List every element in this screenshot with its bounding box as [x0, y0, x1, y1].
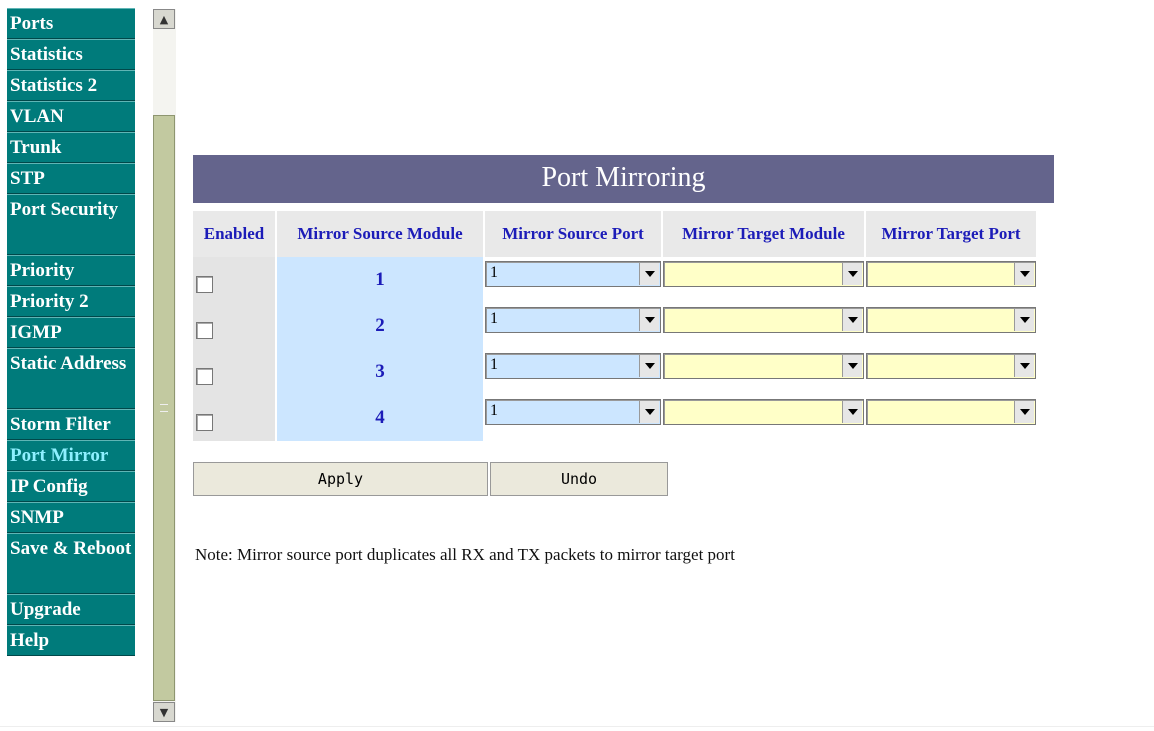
column-header-target-module: Mirror Target Module	[663, 211, 864, 257]
sidebar-nav	[7, 8, 135, 656]
source-port-select[interactable]	[485, 353, 661, 379]
source-module-cell: 2	[277, 303, 483, 349]
column-header-enabled: Enabled	[193, 211, 275, 257]
dropdown-arrow-icon[interactable]	[639, 355, 659, 377]
target-port-select[interactable]	[866, 307, 1036, 333]
source-port-cell	[485, 303, 661, 349]
source-port-value: 1	[490, 264, 498, 281]
source-port-select[interactable]	[485, 307, 661, 333]
source-port-cell	[485, 395, 661, 441]
scroll-up-arrow-icon[interactable]: ▲	[153, 9, 175, 29]
dropdown-arrow-icon[interactable]	[639, 309, 659, 331]
target-port-cell	[866, 349, 1036, 395]
target-port-cell	[866, 257, 1036, 303]
enabled-cell	[193, 257, 275, 303]
table-row	[193, 349, 1036, 395]
nav-item-statistics-2[interactable]: Statistics 2	[7, 70, 135, 101]
enabled-checkbox[interactable]	[196, 322, 213, 339]
source-port-value: 1	[490, 402, 498, 419]
dropdown-arrow-icon[interactable]	[1014, 355, 1034, 377]
table-row	[193, 303, 1036, 349]
enabled-cell	[193, 303, 275, 349]
page-title: Port Mirroring	[193, 155, 1054, 203]
target-module-cell	[663, 395, 864, 441]
source-port-cell	[485, 257, 661, 303]
grip-icon	[160, 404, 168, 412]
source-port-value: 1	[490, 356, 498, 373]
enabled-cell	[193, 395, 275, 441]
divider	[0, 726, 1154, 727]
nav-item-stp[interactable]: STP	[7, 163, 135, 194]
nav-item-ip-config[interactable]: IP Config	[7, 471, 135, 502]
nav-item-ports[interactable]: Ports	[7, 8, 135, 39]
nav-item-help[interactable]: Help	[7, 625, 135, 656]
enabled-checkbox[interactable]	[196, 414, 213, 431]
nav-item-vlan[interactable]: VLAN	[7, 101, 135, 132]
source-module-cell: 3	[277, 349, 483, 395]
nav-item-port-security[interactable]: Port Security	[7, 194, 135, 255]
note-text: Note: Mirror source port duplicates all RX and TX packets to mirror target port	[195, 545, 735, 564]
scroll-down-arrow-icon[interactable]: ▼	[153, 702, 175, 722]
nav-item-storm-filter[interactable]: Storm Filter	[7, 409, 135, 440]
target-port-cell	[866, 395, 1036, 441]
nav-item-port-mirror[interactable]: Port Mirror	[7, 440, 135, 471]
source-module-cell: 4	[277, 395, 483, 441]
dropdown-arrow-icon[interactable]	[842, 263, 862, 285]
target-port-select[interactable]	[866, 261, 1036, 287]
table-row	[193, 257, 1036, 303]
target-port-select[interactable]	[866, 353, 1036, 379]
nav-scrollbar[interactable]	[153, 9, 176, 722]
source-port-cell	[485, 349, 661, 395]
source-module-cell: 1	[277, 257, 483, 303]
dropdown-arrow-icon[interactable]	[639, 263, 659, 285]
column-header-source-module: Mirror Source Module	[277, 211, 483, 257]
undo-button[interactable]: Undo	[490, 462, 668, 496]
nav-item-save-reboot[interactable]: Save & Reboot	[7, 533, 135, 594]
source-port-value: 1	[490, 310, 498, 327]
dropdown-arrow-icon[interactable]	[639, 401, 659, 423]
enabled-cell	[193, 349, 275, 395]
nav-item-snmp[interactable]: SNMP	[7, 502, 135, 533]
enabled-checkbox[interactable]	[196, 368, 213, 385]
enabled-checkbox[interactable]	[196, 276, 213, 293]
target-module-select[interactable]	[663, 399, 864, 425]
target-module-cell	[663, 303, 864, 349]
column-header-target-port: Mirror Target Port	[866, 211, 1036, 257]
apply-button[interactable]: Apply	[193, 462, 488, 496]
column-header-source-port: Mirror Source Port	[485, 211, 661, 257]
target-module-select[interactable]	[663, 353, 864, 379]
main-content	[193, 155, 1055, 441]
source-port-select[interactable]	[485, 399, 661, 425]
target-module-cell	[663, 257, 864, 303]
dropdown-arrow-icon[interactable]	[1014, 309, 1034, 331]
target-port-cell	[866, 303, 1036, 349]
nav-item-igmp[interactable]: IGMP	[7, 317, 135, 348]
dropdown-arrow-icon[interactable]	[1014, 401, 1034, 423]
mirror-table	[191, 211, 1038, 441]
nav-item-trunk[interactable]: Trunk	[7, 132, 135, 163]
nav-item-priority[interactable]: Priority	[7, 255, 135, 286]
nav-item-statistics[interactable]: Statistics	[7, 39, 135, 70]
nav-item-upgrade[interactable]: Upgrade	[7, 594, 135, 625]
target-module-select[interactable]	[663, 307, 864, 333]
target-port-select[interactable]	[866, 399, 1036, 425]
table-row	[193, 395, 1036, 441]
target-module-select[interactable]	[663, 261, 864, 287]
scroll-thumb[interactable]	[153, 115, 175, 701]
dropdown-arrow-icon[interactable]	[842, 355, 862, 377]
nav-item-priority-2[interactable]: Priority 2	[7, 286, 135, 317]
dropdown-arrow-icon[interactable]	[1014, 263, 1034, 285]
target-module-cell	[663, 349, 864, 395]
nav-item-static-address[interactable]: Static Address	[7, 348, 135, 409]
dropdown-arrow-icon[interactable]	[842, 401, 862, 423]
source-port-select[interactable]	[485, 261, 661, 287]
dropdown-arrow-icon[interactable]	[842, 309, 862, 331]
